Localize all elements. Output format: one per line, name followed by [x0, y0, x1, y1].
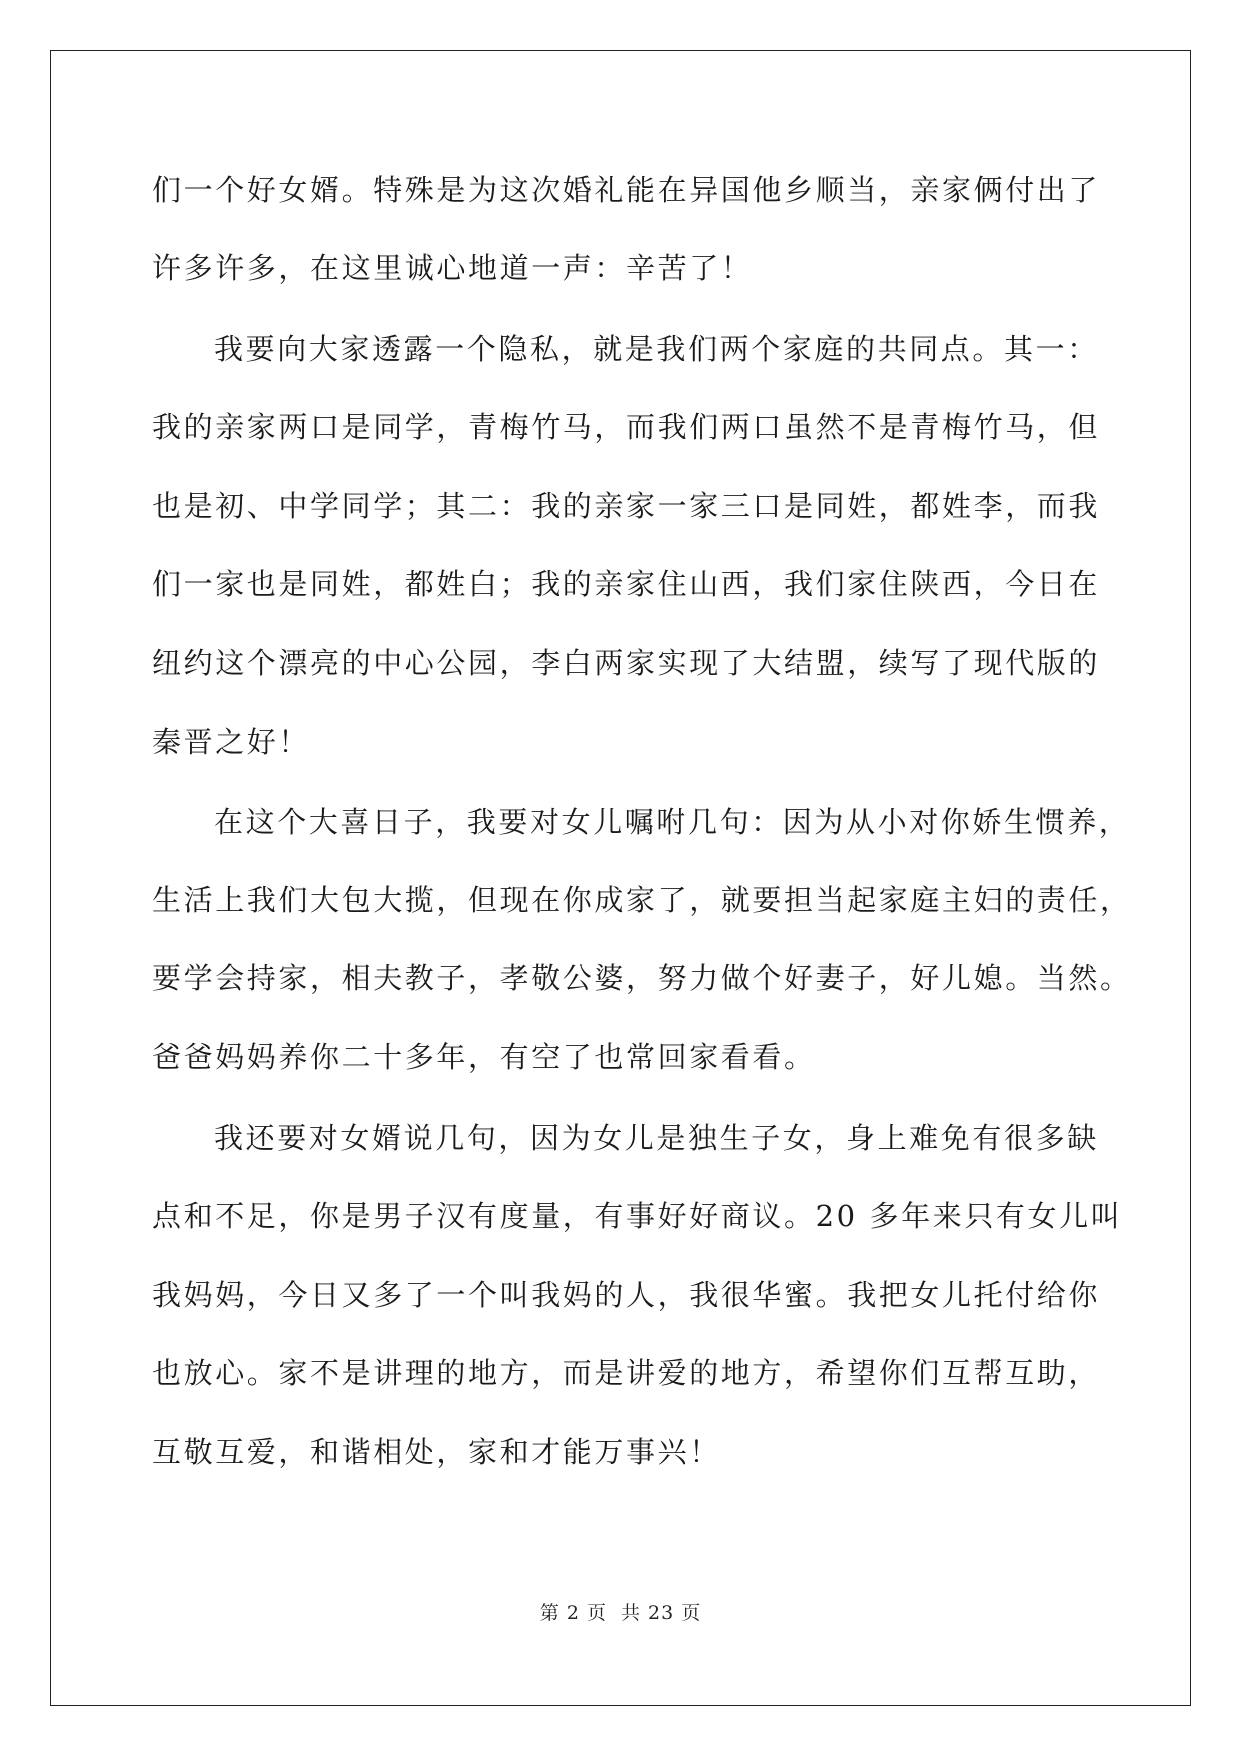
- text-line-11: 要学会持家，相夫教子，孝敬公婆，努力做个好妻子，好儿媳。当然。: [152, 961, 1132, 995]
- paragraph-start-line-9: 在这个大喜日子，我要对女儿嘱咐几句：因为从小对你娇生惯养，: [214, 805, 1131, 839]
- text-line-14: 点和不足，你是男子汉有度量，有事好好商议。20 多年来只有女儿叫: [152, 1199, 1123, 1233]
- text-line-6: 们一家也是同姓，都姓白；我的亲家住山西，我们家住陕西，今日在: [152, 567, 1101, 601]
- paragraph-start-line-13: 我还要对女婿说几句，因为女儿是独生子女，身上难免有很多缺: [214, 1121, 1099, 1155]
- text-line-5: 也是初、中学同学；其二：我的亲家一家三口是同姓，都姓李，而我: [152, 489, 1101, 523]
- text-line-12: 爸爸妈妈养你二十多年，有空了也常回家看看。: [152, 1040, 816, 1074]
- total-pages-label: 共 23 页: [620, 1602, 702, 1624]
- text-line-17: 互敬互爱，和谐相处，家和才能万事兴！: [152, 1435, 721, 1469]
- text-line-2: 许多许多，在这里诚心地道一声：辛苦了！: [152, 251, 753, 285]
- text-line-1: 们一个好女婿。特殊是为这次婚礼能在异国他乡顺当，亲家俩付出了: [152, 173, 1101, 207]
- paragraph-start-line-3: 我要向大家透露一个隐私，就是我们两个家庭的共同点。其一：: [214, 332, 1099, 366]
- text-line-7: 纽约这个漂亮的中心公园，李白两家实现了大结盟，续写了现代版的: [152, 646, 1101, 680]
- text-line-10: 生活上我们大包大揽，但现在你成家了，就要担当起家庭主妇的责任，: [152, 883, 1132, 917]
- page-footer: [0, 1598, 1241, 1625]
- text-line-4: 我的亲家两口是同学，青梅竹马，而我们两口虽然不是青梅竹马，但: [152, 410, 1101, 444]
- text-line-16: 也放心。家不是讲理的地方，而是讲爱的地方，希望你们互帮互助，: [152, 1356, 1101, 1390]
- text-line-15: 我妈妈，今日又多了一个叫我妈的人，我很华蜜。我把女儿托付给你: [152, 1278, 1101, 1312]
- text-line-8: 秦晋之好！: [152, 725, 311, 759]
- current-page-label: 第 2 页: [539, 1602, 607, 1624]
